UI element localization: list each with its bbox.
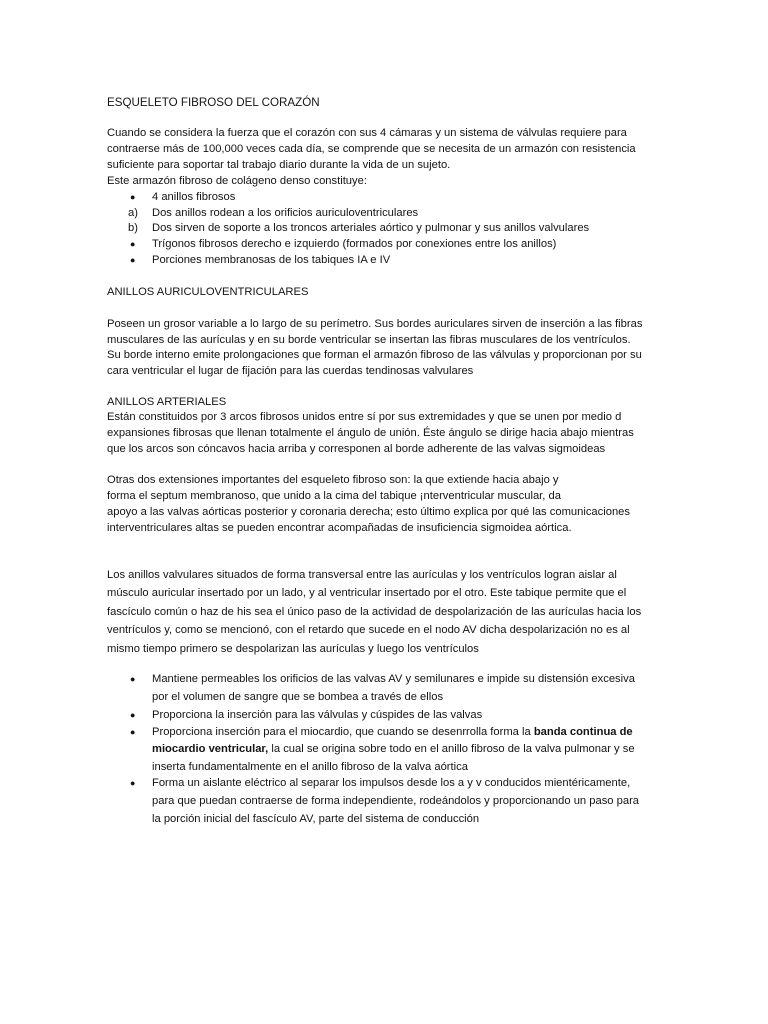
paragraph-line: Poseen un grosor variable a lo largo de su perímetro. Sus bordes auriculares sirven de inserción a las fibras [107,318,643,330]
paragraph-line: mismo tiempo primero se despolarizan las aurículas y luego los ventrículos [107,643,479,655]
list-item: Dos anillos rodean a los orificios auriculoventriculares [152,207,419,219]
paragraph-line: cara ventricular el lugar de fijación para las cuerdas tendinosas valvulares [107,365,474,377]
list-item: Trígonos fibrosos derecho e izquierdo (formados por conexiones entre los anillos) [152,238,557,250]
list-item: 4 anillos fibrosos [152,191,236,203]
list-item-continuation: inserta fundamentalmente en el anillo fibroso de la valva aórtica [152,761,468,773]
list-item-text: Proporciona inserción para el miocardio, que cuando se desenrrolla forma la [152,726,534,738]
paragraph-line: músculo auricular insertado por un lado, y al ventricular insertado por el otro. Este tabique permite que el [107,587,627,599]
bullet-marker: ● [130,192,136,202]
list-item [152,725,633,739]
paragraph-line: Los anillos valvulares situados de forma transversal entre las aurículas y los ventrículos logran aislar al [107,569,617,581]
list-item: Dos sirven de soporte a los troncos arteriales aórtico y pulmonar y sus anillos valvulares [152,222,590,234]
list-item-text: la cual se origina sobre todo en el anillo fibroso de la valva pulmonar y se [268,743,635,755]
bullet-marker: ● [130,255,136,265]
list-item: Porciones membranosas de los tabiques IA e IV [152,254,391,266]
paragraph-line: ventrículos y, como se mencionó, con el retardo que sucede en el nodo AV dicha despolarización no es al [107,624,630,636]
intro-line: Cuando se considera la fuerza que el corazón con sus 4 cámaras y un sistema de válvulas requiere para [107,127,627,139]
intro-line: contraerse más de 100,000 veces cada día, se comprende que se necesita de un armazón con resistencia [107,143,636,155]
bullet-marker: ● [130,727,136,737]
list-item-continuation [152,742,635,756]
paragraph-line: que los arcos son cóncavos hacia arriba y corresponen al borde adherente de las valvas sigmoideas [107,443,606,455]
section-heading: ANILLOS AURICULOVENTRICULARES [107,286,309,298]
document-title: ESQUELETO FIBROSO DEL CORAZÓN [107,96,320,109]
bullet-marker: ● [130,674,136,684]
paragraph-line: interventriculares altas se pueden encontrar acompañadas de insuficiencia sigmoidea aórtica. [107,522,572,534]
list-item: Mantiene permeables los orificios de las valvas AV y semilunares e impide su distensión excesiva [152,673,635,685]
bullet-marker: ● [130,778,136,788]
bold-text: banda continua de [533,726,633,738]
paragraph-line: Están constituidos por 3 arcos fibrosos unidos entre sí por sus extremidades y que se unen por medio d [107,411,622,423]
paragraph-line: apoyo a las valvas aórticas posterior y coronaria derecha; esto último explica por qué las comunicaciones [107,506,630,518]
list-item: Forma un aislante eléctrico al separar los impulsos desde los a y v conducidos mientéricamente, [152,777,631,789]
paragraph-line: forma el septum membranoso, que unido a la cima del tabique ¡nterventricular muscular, da [107,490,561,502]
list-item-continuation: por el volumen de sangre que se bombea a través de ellos [152,691,444,703]
section-heading: ANILLOS ARTERIALES [107,396,227,408]
paragraph-line: Otras dos extensiones importantes del esqueleto fibroso son: la que extiende hacia abajo y [107,474,559,486]
paragraph-line: fascículo común o haz de his sea el único paso de la actividad de despolarización de las aurículas hacia los [107,606,642,618]
intro-line: suficiente para soportar tal trabajo diario durante la vida de un sujeto. [107,159,451,171]
list-item: Proporciona la inserción para las válvulas y cúspides de las valvas [152,709,483,721]
bold-text: miocardio ventricular, [152,743,269,755]
bullet-marker: ● [130,710,136,720]
list-marker: a) [128,207,138,219]
list-item-continuation: la porción inicial del fascículo AV, parte del sistema de conducción [152,813,480,825]
list-item-continuation: para que puedan contraerse de forma independiente, rodeándolos y proporcionando un paso para [152,795,640,807]
bullet-marker: ● [130,239,136,249]
paragraph-line: musculares de las aurículas y en su borde ventricular se insertan las fibras musculares de los ventrículos. [107,334,631,346]
paragraph-line: Su borde interno emite prolongaciones que forman el armazón fibroso de las válvulas y proporcionan por su [107,349,642,361]
paragraph-line: expansiones fibrosas que llenan totalmente el ángulo de unión. Éste ángulo se dirige hacia abajo mientras [107,427,634,439]
list-marker: b) [128,222,138,234]
intro-line: Este armazón fibroso de colágeno denso constituye: [107,175,367,187]
